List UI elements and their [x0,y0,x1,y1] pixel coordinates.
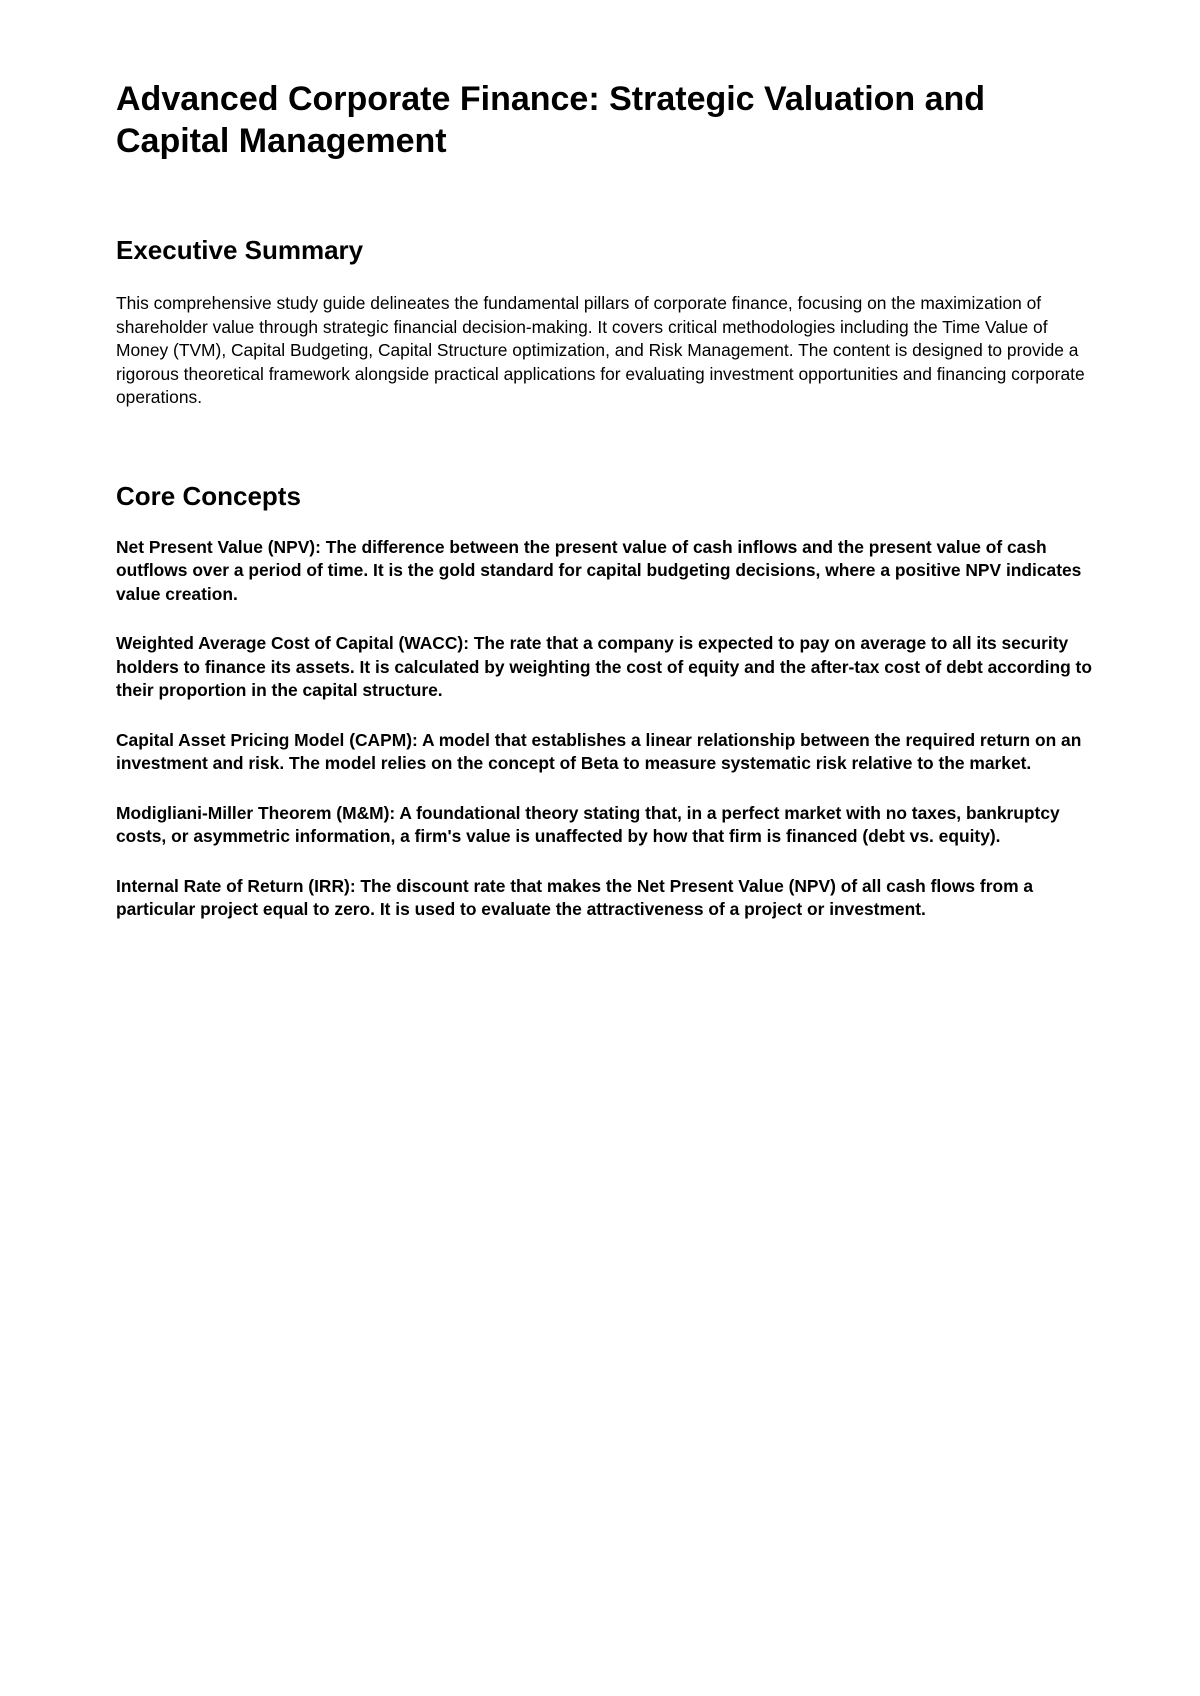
concept-wacc: Weighted Average Cost of Capital (WACC): The rate that a company is expected to pay on average to all its security holders to finance its assets. It is calculated by weighting the cost of equity and the after-tax cost of debt according to their proportion in the capital structure. [116,633,1092,700]
core-concepts-list [116,536,1096,922]
executive-summary-body: This comprehensive study guide delineates the fundamental pillars of corporate finance, focusing on the maximization of shareholder value through strategic financial decision-making. It covers critical methodologies including the Time Value of Money (TVM), Capital Budgeting, Capital Structure optimization, and Risk Management. The content is designed to provide a rigorous theoretical framework alongside practical applications for evaluating investment opportunities and financing corporate operations. [116,293,1085,407]
concept-npv: Net Present Value (NPV): The difference between the present value of cash inflows and the present value of cash outflows over a period of time. It is the gold standard for capital budgeting decisions, where a positive NPV indicates value creation. [116,536,1082,604]
core-concepts-heading: Core Concepts [116,480,301,511]
document-title: Advanced Corporate Finance: Strategic Valuation and Capital Management [116,80,986,160]
concept-irr: Internal Rate of Return (IRR): The discount rate that makes the Net Present Value (NPV) of all cash flows from a particular project equal to zero. It is used to evaluate the attractiveness of a project or investment. [116,875,1034,919]
document-page [116,78,1096,948]
concept-capm: Capital Asset Pricing Model (CAPM): A model that establishes a linear relationship between the required return on an investment and risk. The model relies on the concept of Beta to measure systematic risk relative to the market. [116,729,1082,773]
executive-summary-heading: Executive Summary [116,235,364,265]
concept-mm-theorem: Modigliani-Miller Theorem (M&M): A foundational theory stating that, in a perfect market with no taxes, bankruptcy costs, or asymmetric information, a firm's value is unaffected by how that firm is financed (debt vs. equity). [116,802,1060,846]
